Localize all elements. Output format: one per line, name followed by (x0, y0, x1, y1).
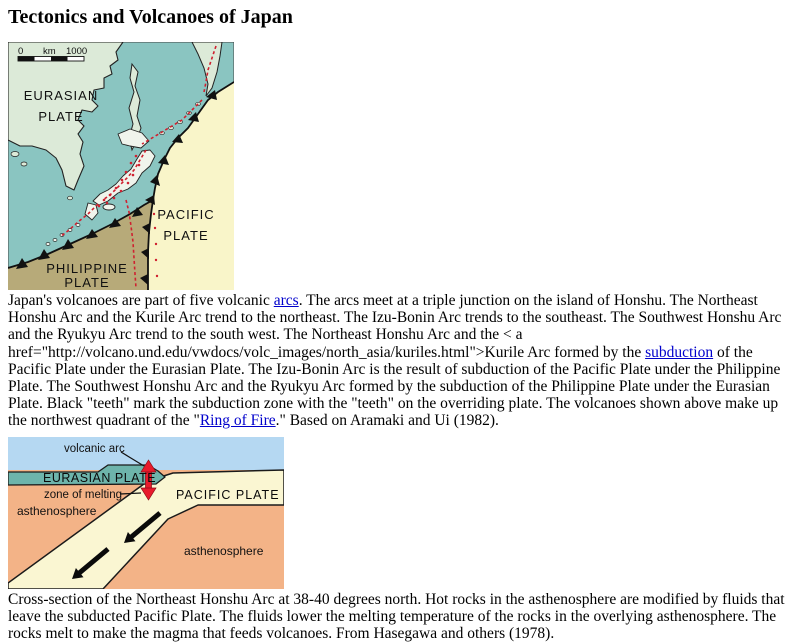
caption-text: Japan's volcanoes are part of five volcanic (8, 292, 274, 309)
subduction-link[interactable]: subduction (645, 343, 714, 361)
philippine-plate-label: PHILIPPINE (46, 261, 128, 276)
cross-section-caption: Cross-section of the Northeast Honshu Arc at 38-40 degrees north. Hot rocks in the asthenosphere are modified by fluids that leave the subducted Pacific Plate. The fluids lower the melting temperature of the rocks in the overlying asthenosphere. The rocks melt to make the magma that feeds volcanoes. From Hasegawa and others (1978). (8, 590, 785, 642)
scale-label-0: 0 (18, 46, 24, 57)
japan-tectonics-map-image (8, 42, 234, 290)
ring-of-fire-link[interactable]: Ring of Fire (199, 412, 276, 430)
map-caption-paragraph (8, 292, 788, 430)
caption-text: . The arcs meet at a triple junction on the island of Honshu. The Northeast Honshu Arc and the Kurile Arc trend to the northeast. The Izu-Bonin Arc trends to the southeast. The Southwest Honshu Arc and the Ryukyu Arc trend to the south west. The Northeast Honshu Arc and the < a href="http://volcano.und.edu/vwdocs/volc_images/north_asia/kuriles.html">Kurile Arc formed by the (8, 292, 782, 361)
asthenosphere-right-label: asthenosphere (184, 543, 264, 558)
page-title: Tectonics and Volcanoes of Japan (8, 6, 293, 28)
scale-label-km: km (43, 46, 56, 57)
scale-label-1000: 1000 (66, 46, 88, 57)
caption-text: of the Pacific Plate under the Eurasian Plate. The Izu-Bonin Arc is the result of subduction of the Pacific Plate under the Philippine Plate. The Southwest Honshu Arc and the Ryukyu Arc formed by the subduction of the Philippine Plate under the Eurasian Plate. Black "teeth" mark the subduction zone with the "teeth" on the overriding plate. The volcanoes shown above make up the northwest quadrant of the " (8, 343, 781, 430)
asthenosphere-left-label: asthenosphere (17, 503, 97, 518)
philippine-plate-label2: PLATE (64, 275, 110, 290)
coastal-island (68, 196, 73, 200)
zone-of-melting-label: zone of melting (44, 488, 122, 501)
volcanic-arc-label: volcanic arc (64, 442, 125, 455)
cross-section-image (8, 437, 284, 589)
pacific-plate-label2: PLATE (163, 228, 209, 243)
eurasian-plate-band-label: EURASIAN PLATE (43, 470, 157, 485)
pacific-plate-slab-label: PACIFIC PLATE (176, 487, 280, 502)
pacific-plate-label: PACIFIC (157, 207, 215, 222)
eurasian-plate-label2: PLATE (38, 109, 84, 124)
coastal-island (21, 162, 27, 166)
subduction-cross-section (8, 437, 788, 589)
shikoku-island (103, 204, 115, 210)
arcs-link[interactable]: arcs (273, 292, 299, 309)
eurasian-plate-label: EURASIAN (23, 88, 99, 103)
japan-tectonics-map (8, 42, 788, 290)
coastal-island (11, 152, 19, 157)
caption-text: ." Based on Aramaki and Ui (1982). (275, 412, 499, 430)
